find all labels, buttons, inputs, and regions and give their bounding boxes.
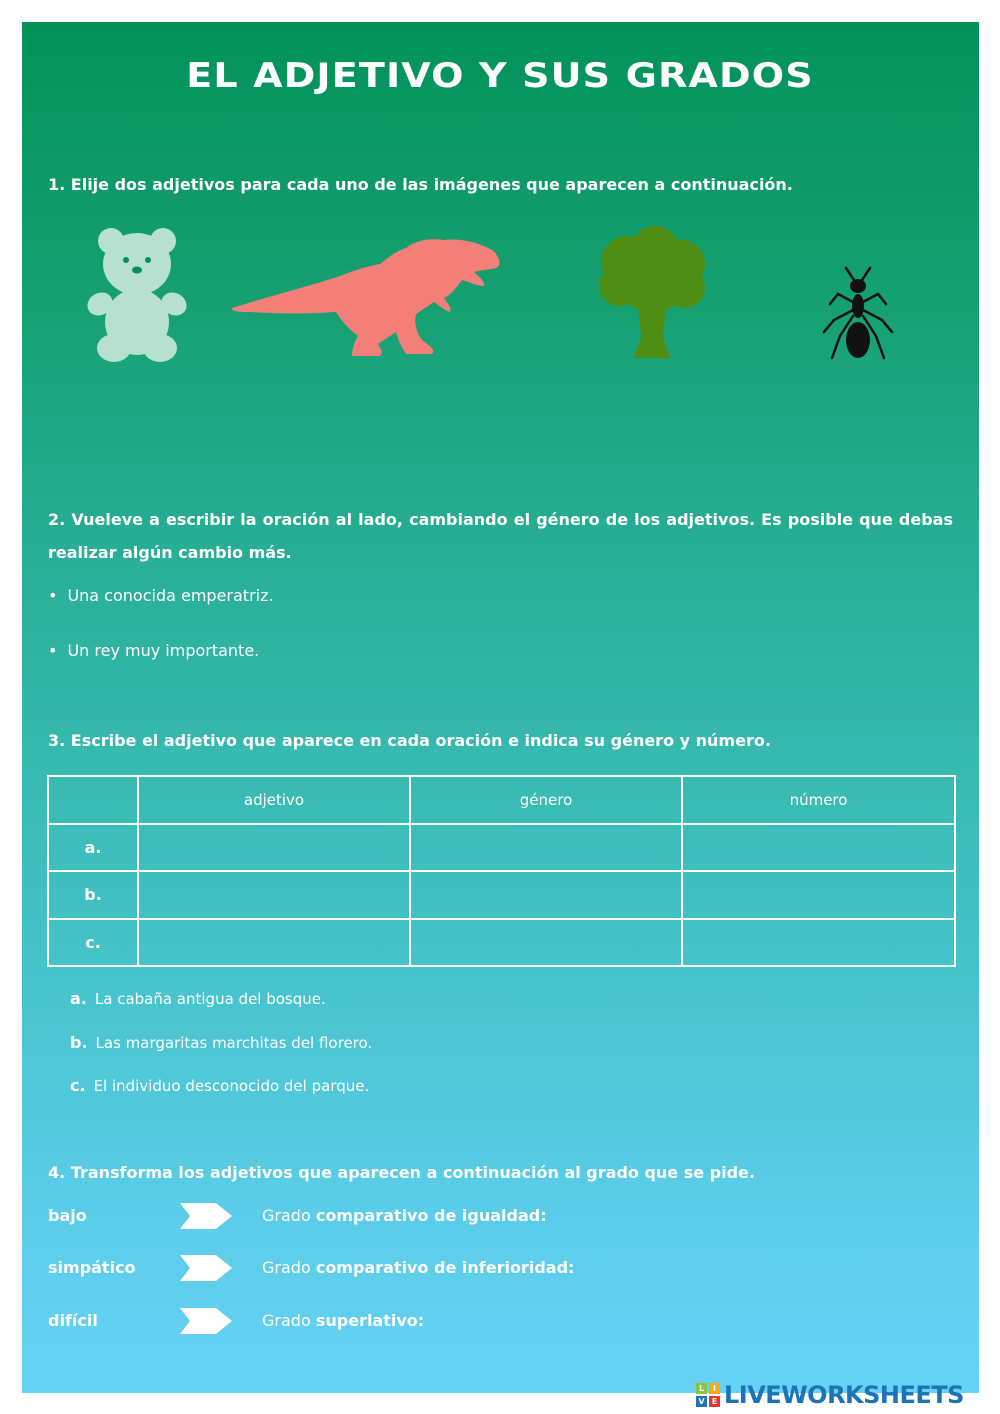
- row-label: b.: [48, 871, 138, 919]
- row-label: a.: [48, 824, 138, 872]
- grade-name: comparativo de igualdad:: [315, 1206, 547, 1225]
- brand-name: LIVEWORKSHEETS: [724, 1381, 964, 1409]
- answer-cell[interactable]: [138, 871, 410, 919]
- logo-blocks-icon: [696, 1383, 720, 1407]
- answer-cell[interactable]: [410, 824, 682, 872]
- teddy-bear-icon: [86, 224, 188, 364]
- answer-cell[interactable]: [410, 919, 682, 967]
- sentence-text: Una conocida emperatriz.: [67, 586, 274, 605]
- example-label: a.: [70, 989, 87, 1008]
- grade-name: superlativo:: [315, 1311, 425, 1330]
- grade-prefix: Grado: [262, 1258, 311, 1277]
- grade-prompt: [262, 1206, 547, 1225]
- table-header-numero: número: [682, 776, 955, 824]
- sentence-item: [48, 586, 274, 605]
- table-row: [48, 919, 955, 967]
- instruction-4: 4. Transforma los adjetivos que aparecen a continuación al grado que se pide.: [48, 1163, 755, 1182]
- table-row: [48, 871, 955, 919]
- table-header-row: [48, 776, 955, 824]
- logo-letter: V: [696, 1396, 707, 1407]
- table-row: [48, 824, 955, 872]
- ant-icon: [820, 266, 896, 364]
- sentence-item: [48, 641, 259, 660]
- arrow-right-icon: [178, 1253, 234, 1283]
- answer-cell[interactable]: [410, 871, 682, 919]
- answer-cell[interactable]: [682, 871, 955, 919]
- logo-letter: I: [709, 1383, 720, 1394]
- arrow-right-icon: [178, 1201, 234, 1231]
- arrow-right-icon: [178, 1306, 234, 1336]
- answer-table: [47, 775, 956, 967]
- example-text: Las margaritas marchitas del florero.: [95, 1034, 373, 1052]
- worksheet-title: EL ADJETIVO Y SUS GRADOS: [186, 56, 814, 96]
- answer-cell[interactable]: [682, 824, 955, 872]
- table-header-adjetivo: adjetivo: [138, 776, 410, 824]
- bullet-dot: •: [48, 641, 58, 660]
- instruction-1: 1. Elije dos adjetivos para cada uno de las imágenes que aparecen a continuación.: [48, 175, 793, 194]
- example-text: La cabaña antigua del bosque.: [94, 990, 326, 1008]
- example-label: c.: [70, 1076, 86, 1095]
- table-header-genero: género: [410, 776, 682, 824]
- example-label: b.: [70, 1033, 88, 1052]
- grade-prefix: Grado: [262, 1206, 311, 1225]
- answer-cell[interactable]: [138, 824, 410, 872]
- adjective-word: difícil: [48, 1311, 98, 1330]
- example-sentence: [70, 989, 326, 1008]
- liveworksheets-logo[interactable]: [696, 1380, 964, 1410]
- grade-prompt: [262, 1258, 574, 1277]
- grade-prefix: Grado: [262, 1311, 311, 1330]
- bullet-dot: •: [48, 586, 58, 605]
- tree-icon: [597, 226, 707, 360]
- answer-cell[interactable]: [138, 919, 410, 967]
- answer-cell[interactable]: [682, 919, 955, 967]
- row-label: c.: [48, 919, 138, 967]
- logo-letter: L: [696, 1383, 707, 1394]
- example-sentence: [70, 1076, 369, 1095]
- sentence-text: Un rey muy importante.: [67, 641, 260, 660]
- adjective-word: simpático: [48, 1258, 136, 1277]
- instruction-2: 2. Vueleve a escribir la oración al lado, cambiando el género de los adjetivos. Es posible que debas realizar algún cambio más.: [48, 510, 953, 562]
- table-header-empty: [48, 776, 138, 824]
- adjective-word: bajo: [48, 1206, 87, 1225]
- grade-prompt: [262, 1311, 424, 1330]
- instruction-3: 3. Escribe el adjetivo que aparece en cada oración e indica su género y número.: [48, 731, 771, 750]
- example-sentence: [70, 1033, 372, 1052]
- grade-name: comparativo de inferioridad:: [315, 1258, 575, 1277]
- dinosaur-icon: [230, 236, 502, 360]
- logo-letter: E: [709, 1396, 720, 1407]
- example-text: El individuo desconocido del parque.: [93, 1077, 370, 1095]
